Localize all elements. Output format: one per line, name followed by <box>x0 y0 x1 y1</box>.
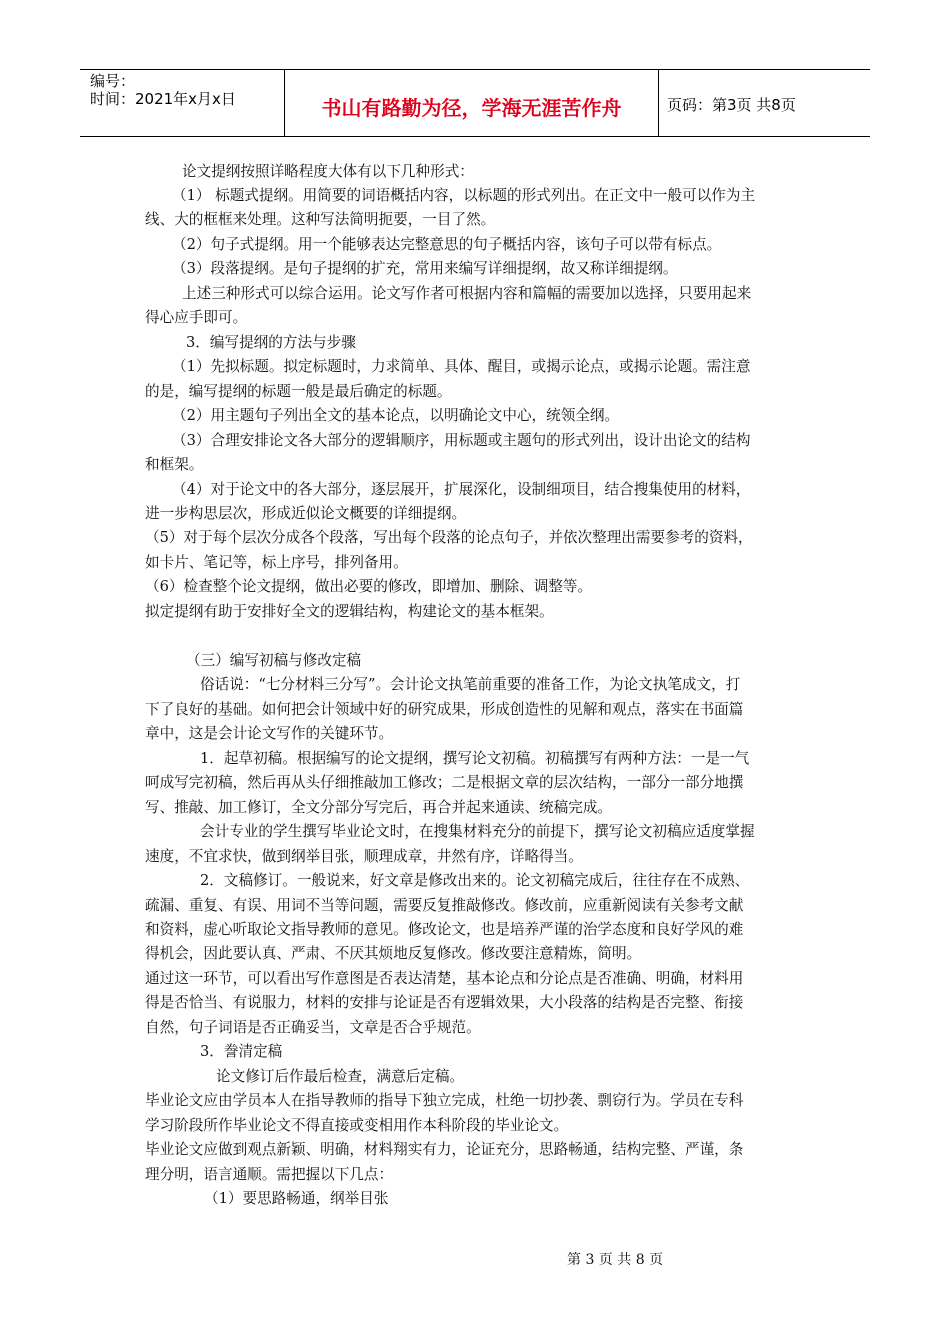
body-line: 和资料，虚心听取论文指导教师的意见。修改论文，也是培养严谨的治学态度和良好学风的难 <box>145 921 744 938</box>
body-line: （2）用主题句子列出全文的基本论点，以明确论文中心，统领全纲。 <box>172 407 620 424</box>
body-line: 的是，编写提纲的标题一般是最后确定的标题。 <box>145 383 452 400</box>
section-heading: （三）编写初稿与修改定稿 <box>186 652 362 669</box>
body-line: 1．起草初稿。根据编写的论文提纲，撰写论文初稿。初稿撰写有两种方法：一是一气 <box>200 750 750 767</box>
body-line: 下了良好的基础。如何把会计领域中好的研究成果，形成创造性的见解和观点，落实在书面篇 <box>145 701 744 718</box>
body-line: 论文提纲按照详略程度大体有以下几种形式： <box>182 163 474 180</box>
body-line: 3．誊清定稿 <box>200 1043 283 1060</box>
body-line: 2．文稿修订。一般说来，好文章是修改出来的。论文初稿完成后，往往存在不成熟、 <box>200 872 750 889</box>
body-line: （6）检查整个论文提纲，做出必要的修改，即增加、删除、调整等。 <box>145 578 593 595</box>
body-line: （2）句子式提纲。用一个能够表达完整意思的句子概括内容，该句子可以带有标点。 <box>172 236 722 253</box>
body-line: 自然，句子词语是否正确妥当，文章是否合乎规范。 <box>145 1019 481 1036</box>
header-motto: 书山有路勤为径，学海无涯苦作舟 <box>321 96 622 120</box>
body-line: 章中，这是会计论文写作的关键环节。 <box>145 725 394 742</box>
page-footer: 第 3 页 共 8 页 <box>567 1252 664 1268</box>
body-line: 得是否恰当、有说服力，材料的安排与论证是否有逻辑效果，大小段落的结构是否完整、衔接 <box>145 994 744 1011</box>
body-line: 毕业论文应由学员本人在指导教师的指导下独立完成，杜绝一切抄袭、剽窃行为。学员在专科 <box>145 1092 744 1109</box>
page-header <box>80 69 870 137</box>
header-meta-cell <box>80 70 285 136</box>
document-number-label: 编号： <box>90 72 136 90</box>
body-line: （4）对于论文中的各大部分，逐层展开，扩展深化，设制细项目，结合搜集使用的材料， <box>172 481 751 498</box>
body-line: 俗话说：“七分材料三分写”。会计论文执笔前重要的准备工作，为论文执笔成文，打 <box>200 676 741 693</box>
body-line: 理分明，语言通顺。需把握以下几点： <box>145 1166 394 1183</box>
body-line: （1） 标题式提纲。用简要的词语概括内容，以标题的形式列出。在正文中一般可以作为主 <box>172 187 756 204</box>
body-line: 得机会，因此要认真、严肃、不厌其烦地反复修改。修改要注意精炼，简明。 <box>145 945 642 962</box>
body-line: （1）要思路畅通，纲举目张 <box>204 1190 389 1207</box>
header-motto-cell <box>285 70 659 136</box>
body-line: （1）先拟标题。拟定标题时，力求简单、具体、醒目，或揭示论点，或揭示论题。需注意 <box>172 358 751 375</box>
body-line: 学习阶段所作毕业论文不得直接或变相用作本科阶段的毕业论文。 <box>145 1117 569 1134</box>
body-line: （5）对于每个层次分成各个段落，写出每个段落的论点句子，并依次整理出需要参考的资料， <box>145 529 753 546</box>
body-line: 会计专业的学生撰写毕业论文时，在搜集材料充分的前提下，撰写论文初稿应适度掌握 <box>200 823 755 840</box>
body-line: 疏漏、重复、有误、用词不当等问题，需要反复推敲修改。修改前，应重新阅读有关参考文献 <box>145 897 744 914</box>
body-line: 速度，不宜求快，做到纲举目张，顺理成章，井然有序，详略得当。 <box>145 848 583 865</box>
header-page-cell <box>659 70 870 136</box>
body-line: 线、大的框框来处理。这种写法简明扼要，一目了然。 <box>145 211 496 228</box>
body-line: （3）段落提纲。是句子提纲的扩充，常用来编写详细提纲，故又称详细提纲。 <box>172 260 678 277</box>
body-line: 通过这一环节，可以看出写作意图是否表达清楚，基本论点和分论点是否准确、明确，材料用 <box>145 970 744 987</box>
body-line: 3．编写提纲的方法与步骤 <box>186 334 356 351</box>
body-line: 得心应手即可。 <box>145 309 248 326</box>
body-line: （3）合理安排论文各大部分的逻辑顺序，用标题或主题句的形式列出，设计出论文的结构 <box>172 432 751 449</box>
body-line: 拟定提纲有助于安排好全文的逻辑结构，构建论文的基本框架。 <box>145 603 554 620</box>
body-line: 进一步构思层次，形成近似论文概要的详细提纲。 <box>145 505 467 522</box>
body-line: 论文修订后作最后检查，满意后定稿。 <box>216 1068 465 1085</box>
body-line: 上述三种形式可以综合运用。论文写作者可根据内容和篇幅的需要加以选择，只要用起来 <box>182 285 752 302</box>
body-line: 毕业论文应做到观点新颖、明确，材料翔实有力，论证充分，思路畅通，结构完整、严谨，条 <box>145 1141 744 1158</box>
document-date-label: 时间：2021年x月x日 <box>90 90 236 108</box>
body-line: 写、推敲、加工修订，全文分部分写完后，再合并起来通读、统稿完成。 <box>145 799 613 816</box>
body-line: 如卡片、笔记等，标上序号，排列备用。 <box>145 554 408 571</box>
body-line: 和框架。 <box>145 456 204 473</box>
header-page-info: 页码：第3页 共8页 <box>667 96 796 114</box>
body-line: 呵成写完初稿，然后再从头仔细推敲加工修改；二是根据文章的层次结构，一部分一部分地撰 <box>145 774 744 791</box>
